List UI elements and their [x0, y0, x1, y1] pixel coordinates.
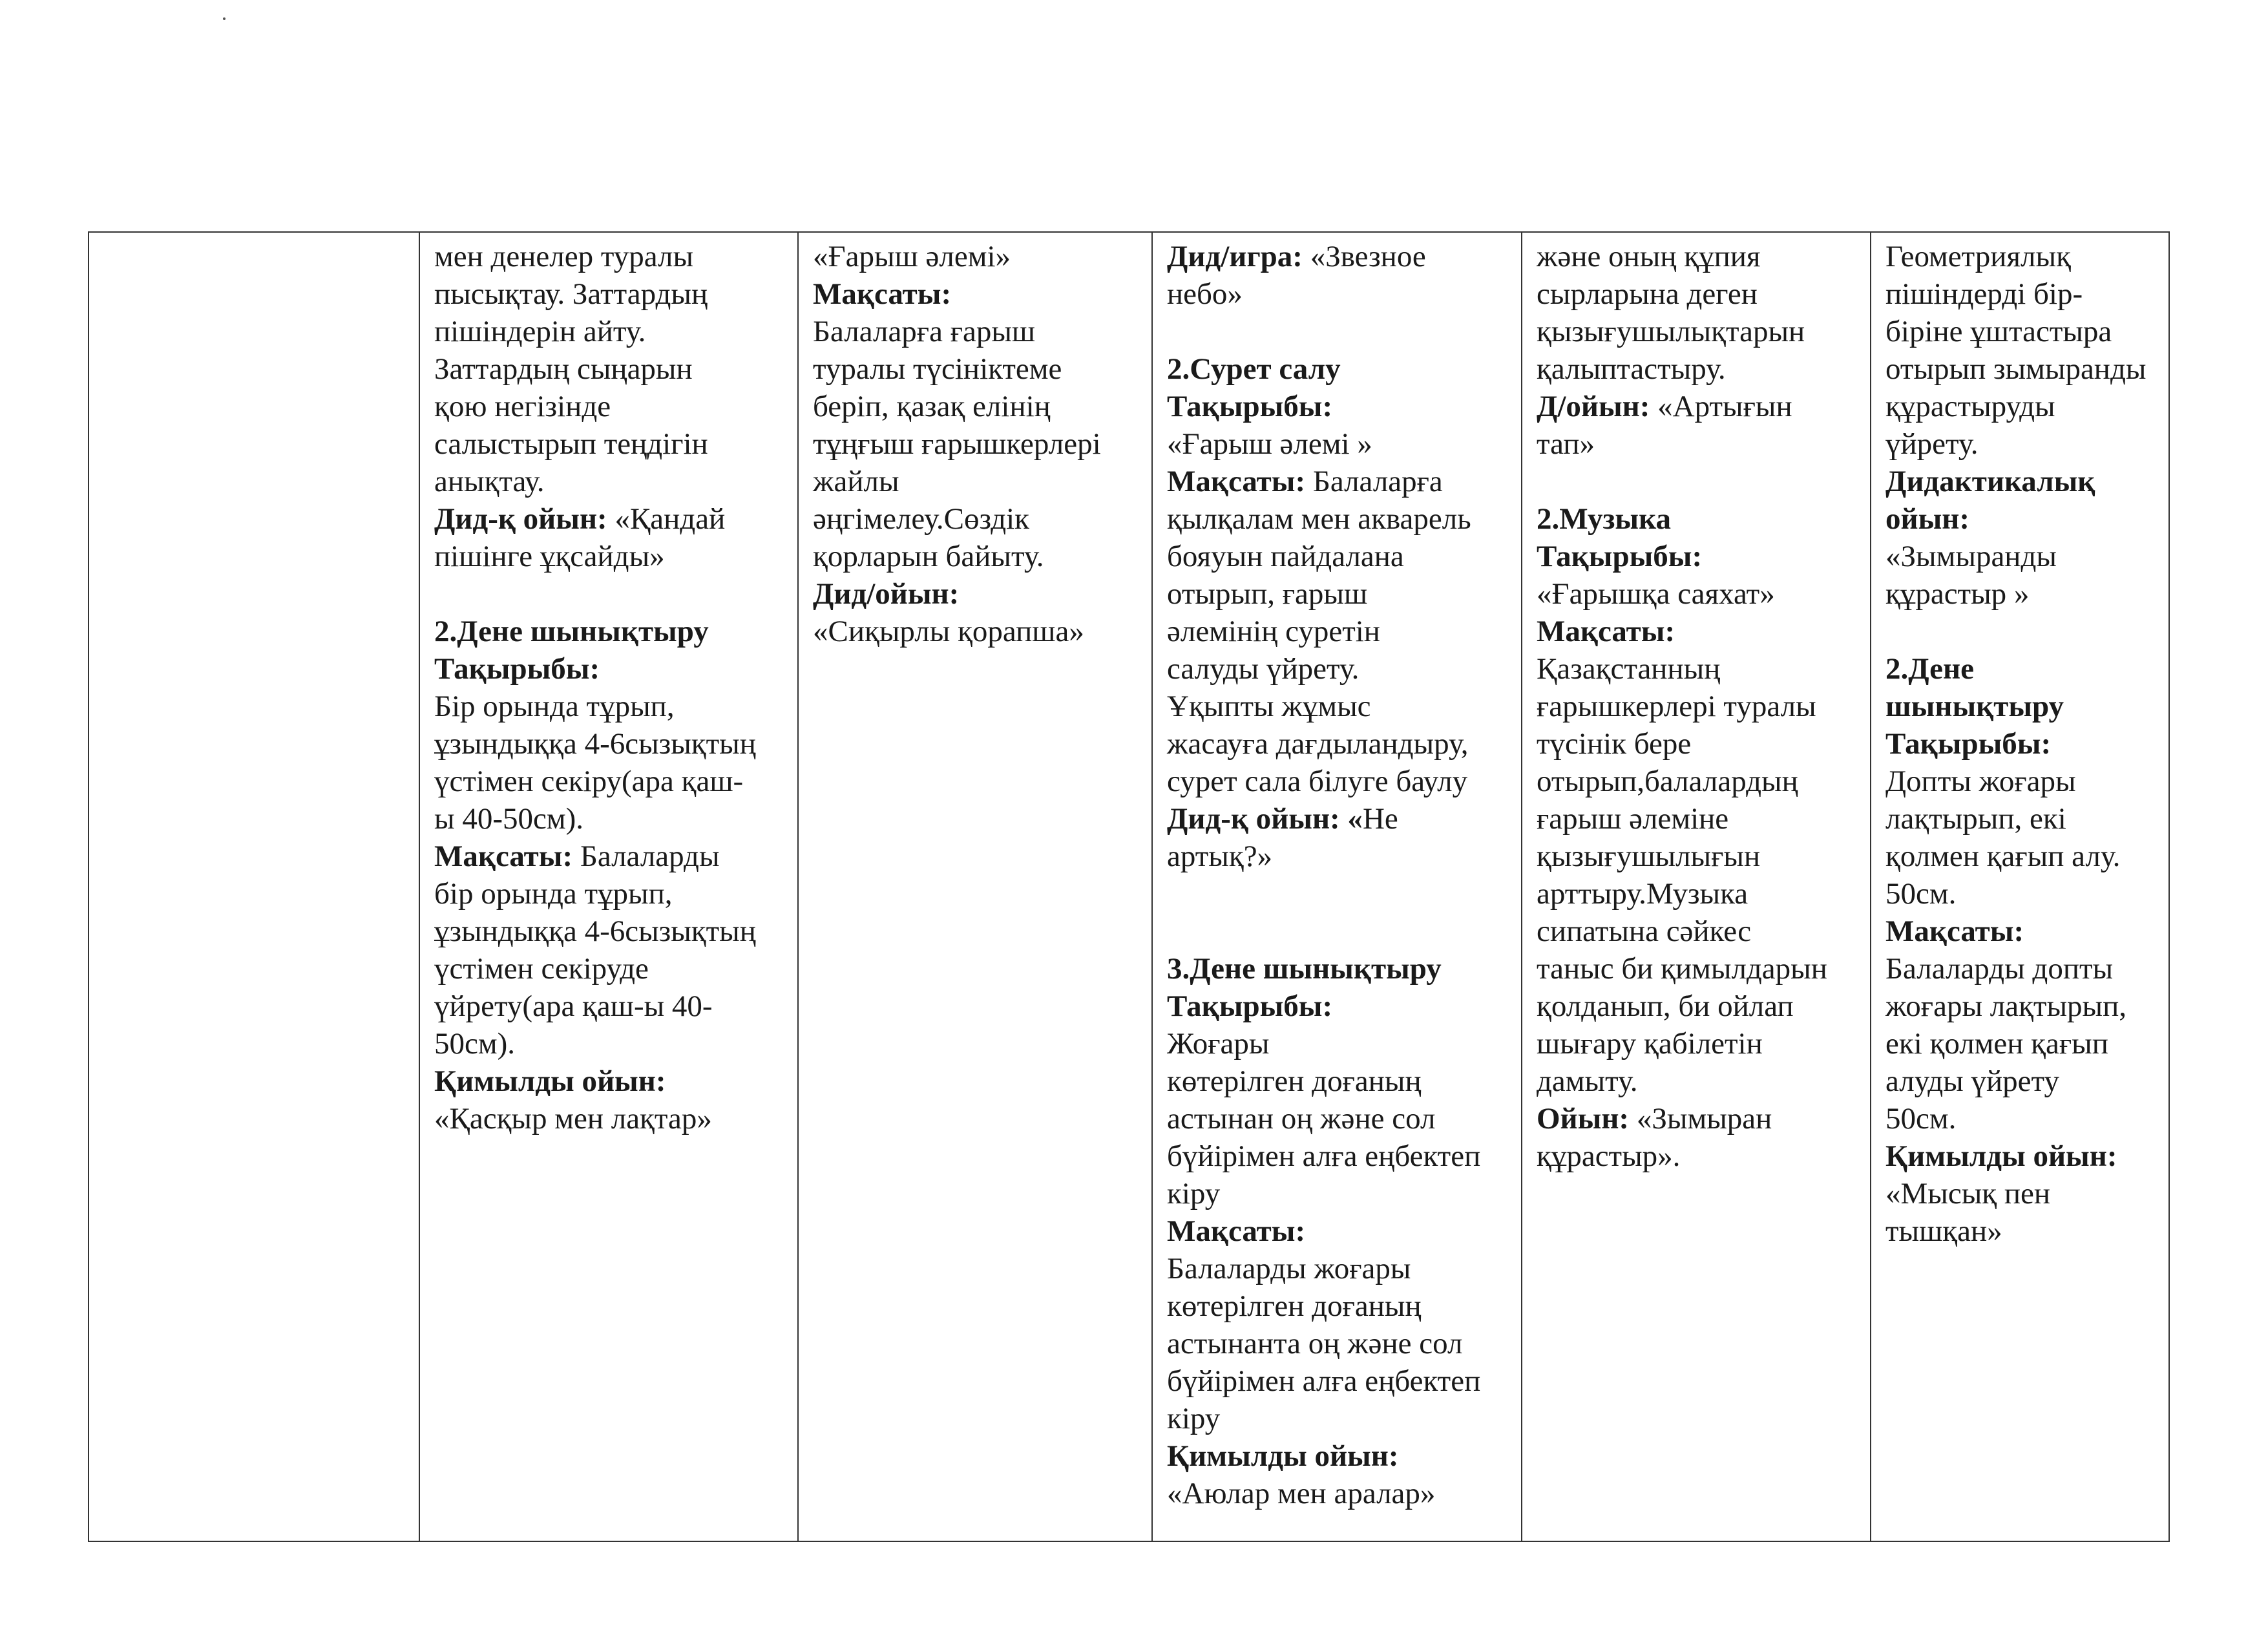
- bold-label: 2.Дене шынықтыру: [434, 615, 709, 648]
- bold-label: ойын:: [1885, 502, 1970, 536]
- text-line: [813, 388, 1142, 425]
- text-line: [1167, 1250, 1512, 1287]
- text-line: [1537, 538, 1861, 575]
- bold-label: 3.Дене шынықтыру: [1167, 952, 1442, 986]
- text-line: [1167, 725, 1512, 763]
- bold-label: шынықтыру: [1885, 690, 2064, 723]
- line-text: Қазақстанның: [1537, 652, 1721, 686]
- text-line: [434, 350, 788, 388]
- text-line: [1537, 838, 1861, 875]
- bold-label: 2.Дене: [1885, 652, 1974, 686]
- text-line: [1537, 1062, 1861, 1100]
- text-line: [1885, 350, 2159, 388]
- line-text: арттыру.Музыка: [1537, 877, 1748, 911]
- line-text: тұңғыш ғарышкерлері: [813, 427, 1101, 461]
- line-text: бояуын пайдалана: [1167, 540, 1404, 573]
- text-line: [1885, 913, 2159, 950]
- text-line: [1885, 538, 2159, 575]
- line-text: қызығушылығын: [1537, 840, 1761, 873]
- line-text: Балаларға: [1305, 465, 1443, 498]
- text-line: [1167, 1362, 1512, 1400]
- line-text: тап»: [1537, 427, 1595, 461]
- text-line: [1885, 425, 2159, 463]
- line-text: құрастыр »: [1885, 577, 2030, 611]
- line-text: сырларына деген: [1537, 277, 1758, 311]
- text-line: [434, 1025, 788, 1062]
- text-line: [813, 350, 1142, 388]
- text-line: [434, 763, 788, 800]
- text-line: [1167, 1475, 1512, 1512]
- line-text: әңгімелеу.Сөздік: [813, 502, 1030, 536]
- text-line: [1537, 763, 1861, 800]
- line-text: Балаларды жоғары: [1167, 1252, 1411, 1285]
- bold-label: Қимылды ойын:: [1885, 1139, 2117, 1173]
- text-line: [1537, 725, 1861, 763]
- text-line: [1167, 1325, 1512, 1362]
- line-text: небо»: [1167, 277, 1243, 311]
- column-cell-1: [89, 232, 419, 1541]
- text-line: [1537, 688, 1861, 725]
- bold-label: Мақсаты:: [434, 840, 573, 873]
- line-text: 50см.: [1885, 1102, 1957, 1136]
- blank-line: [1885, 613, 2159, 650]
- line-text: бүйірімен алға еңбектеп: [1167, 1139, 1481, 1173]
- line-text: әлемінің суретін: [1167, 615, 1380, 648]
- bold-label: Қимылды ойын:: [434, 1064, 666, 1098]
- line-text: ғарыш әлеміне: [1537, 802, 1729, 836]
- line-text: Балаларды: [572, 840, 720, 873]
- text-line: [434, 1062, 788, 1100]
- text-line: [1167, 425, 1512, 463]
- text-line: [434, 838, 788, 875]
- line-text: отырып,балалардың: [1537, 765, 1798, 798]
- line-text: «Аюлар мен аралар»: [1167, 1477, 1436, 1510]
- bold-label: Мақсаты:: [1167, 465, 1306, 498]
- line-text: көтерілген доғаның: [1167, 1289, 1422, 1323]
- bold-label: 2.Сурет салу: [1167, 352, 1341, 386]
- line-text: қолмен қағып алу.: [1885, 840, 2121, 873]
- text-line: [1167, 1100, 1512, 1137]
- line-text: Жоғары: [1167, 1027, 1270, 1061]
- text-line: [1537, 988, 1861, 1025]
- column-cell-4: [1152, 232, 1522, 1541]
- text-line: [1537, 500, 1861, 538]
- text-line: [1167, 800, 1512, 838]
- line-text: сипатына сәйкес: [1537, 914, 1752, 948]
- text-line: [1885, 1137, 2159, 1175]
- line-text: үстімен секіруде: [434, 952, 649, 986]
- line-text: «Артығын: [1650, 390, 1792, 423]
- text-line: [1537, 913, 1861, 950]
- text-line: [1537, 650, 1861, 688]
- text-line: [434, 988, 788, 1025]
- line-text: тышқан»: [1885, 1214, 2002, 1248]
- line-text: ы 40-50см).: [434, 802, 583, 836]
- line-text: Допты жоғары: [1885, 765, 2076, 798]
- line-text: астынан оң және сол: [1167, 1102, 1436, 1136]
- text-line: [813, 613, 1142, 650]
- line-text: пішіндерін айту.: [434, 315, 646, 348]
- bold-label: Д/ойын:: [1537, 390, 1650, 423]
- line-text: жоғары лақтырып,: [1885, 989, 2127, 1023]
- text-line: [1537, 238, 1861, 275]
- text-line: [1537, 575, 1861, 613]
- text-line: [813, 538, 1142, 575]
- line-text: қою негізінде: [434, 390, 611, 423]
- blank-line: [434, 575, 788, 613]
- text-line: [1885, 650, 2159, 688]
- text-line: [1537, 613, 1861, 650]
- text-line: [1537, 388, 1861, 425]
- text-line: [1885, 313, 2159, 350]
- text-line: [434, 913, 788, 950]
- text-line: [813, 463, 1142, 500]
- table-row: [89, 232, 2169, 1541]
- line-text: алуды үйрету: [1885, 1064, 2059, 1098]
- bold-label: Дид-қ ойын: «: [1167, 802, 1363, 836]
- text-line: [1885, 988, 2159, 1025]
- text-line: [1537, 1137, 1861, 1175]
- line-text: 50см.: [1885, 877, 1957, 911]
- blank-line: [1167, 875, 1512, 950]
- text-line: [1167, 538, 1512, 575]
- line-text: таныс би қимылдарын: [1537, 952, 1827, 986]
- text-line: [1167, 500, 1512, 538]
- bold-label: 2.Музыка: [1537, 502, 1671, 536]
- line-text: ғарышкерлері туралы: [1537, 690, 1816, 723]
- line-text: салыстырып теңдігін: [434, 427, 708, 461]
- text-line: [1885, 800, 2159, 838]
- line-text: «Қасқыр мен лақтар»: [434, 1102, 712, 1136]
- line-text: «Ғарыш әлемі»: [813, 240, 1011, 273]
- text-line: [813, 275, 1142, 313]
- bold-label: Тақырыбы:: [1167, 989, 1333, 1023]
- text-line: [813, 575, 1142, 613]
- line-text: қылқалам мен акварель: [1167, 502, 1471, 536]
- text-line: [434, 1100, 788, 1137]
- bold-label: Дид/ойын:: [813, 577, 960, 611]
- text-line: [1167, 1437, 1512, 1475]
- bold-label: Дидактикалық: [1885, 465, 2095, 498]
- text-line: [1537, 275, 1861, 313]
- text-line: [1537, 1100, 1861, 1137]
- text-line: [434, 688, 788, 725]
- text-line: [434, 313, 788, 350]
- text-line: [1537, 313, 1861, 350]
- line-text: «Звезное: [1302, 240, 1426, 273]
- bold-label: Тақырыбы:: [434, 652, 600, 686]
- column-cell-6: [1871, 232, 2169, 1541]
- bold-label: Мақсаты:: [1167, 1214, 1306, 1248]
- line-text: жасауға дағдыландыру,: [1167, 727, 1469, 761]
- text-line: [434, 425, 788, 463]
- bold-label: Мақсаты:: [1537, 615, 1675, 648]
- text-line: [434, 875, 788, 913]
- text-line: [1537, 1025, 1861, 1062]
- line-text: Не: [1362, 802, 1398, 836]
- text-line: [813, 500, 1142, 538]
- column-cell-3: [798, 232, 1152, 1541]
- line-text: отырып зымыранды: [1885, 352, 2147, 386]
- line-text: «Мысық пен: [1885, 1177, 2051, 1210]
- text-line: [434, 388, 788, 425]
- line-text: ұзындыққа 4-6сызықтың: [434, 914, 756, 948]
- line-text: мен денелер туралы: [434, 240, 694, 273]
- line-text: Заттардың сыңарын: [434, 352, 693, 386]
- column-cell-5: [1522, 232, 1871, 1541]
- text-line: [1885, 763, 2159, 800]
- text-line: [1167, 988, 1512, 1025]
- blank-line: [1537, 463, 1861, 500]
- text-line: [1167, 838, 1512, 875]
- line-text: астынанта оң және сол: [1167, 1327, 1463, 1360]
- text-line: [1167, 1175, 1512, 1212]
- line-text: шығару қабілетін: [1537, 1027, 1763, 1061]
- text-line: [1167, 1137, 1512, 1175]
- text-line: [434, 238, 788, 275]
- bold-label: Тақырыбы:: [1537, 540, 1703, 573]
- text-line: [1167, 1400, 1512, 1437]
- text-line: [1167, 1212, 1512, 1250]
- line-text: 50см).: [434, 1027, 516, 1061]
- text-line: [1885, 838, 2159, 875]
- text-line: [1167, 238, 1512, 275]
- line-text: Балаларға ғарыш: [813, 315, 1036, 348]
- bold-label: Мақсаты:: [813, 277, 952, 311]
- line-text: үйрету(ара қаш-ы 40-: [434, 989, 713, 1023]
- line-text: дамыту.: [1537, 1064, 1638, 1098]
- text-line: [1537, 800, 1861, 838]
- text-line: [1537, 875, 1861, 913]
- text-line: [1885, 1062, 2159, 1100]
- line-text: пішінге ұқсайды»: [434, 540, 665, 573]
- line-text: лақтырып, екі: [1885, 802, 2066, 836]
- line-text: екі қолмен қағып: [1885, 1027, 2108, 1061]
- line-text: салуды үйрету.: [1167, 652, 1360, 686]
- text-line: [1885, 875, 2159, 913]
- text-line: [1167, 1287, 1512, 1325]
- text-line: [813, 425, 1142, 463]
- line-text: «Ғарыш әлемі »: [1167, 427, 1372, 461]
- line-text: Геометриялық: [1885, 240, 2071, 273]
- line-text: үстімен секіру(ара қаш-: [434, 765, 744, 798]
- line-text: бүйірімен алға еңбектеп: [1167, 1364, 1481, 1398]
- bold-label: Дид/игра:: [1167, 240, 1303, 273]
- text-line: [1885, 388, 2159, 425]
- text-line: [434, 613, 788, 650]
- text-line: [1167, 575, 1512, 613]
- text-line: [1167, 613, 1512, 650]
- text-line: [1537, 950, 1861, 988]
- text-line: [813, 313, 1142, 350]
- text-line: [1885, 688, 2159, 725]
- line-text: үйрету.: [1885, 427, 1979, 461]
- text-line: [1167, 388, 1512, 425]
- text-line: [1537, 350, 1861, 388]
- line-text: түсінік бере: [1537, 727, 1692, 761]
- line-text: артық?»: [1167, 840, 1273, 873]
- line-text: жайлы: [813, 465, 899, 498]
- line-text: көтерілген доғаның: [1167, 1064, 1422, 1098]
- line-text: «Ғарышқа саяхат»: [1537, 577, 1775, 611]
- bold-label: Тақырыбы:: [1167, 390, 1333, 423]
- line-text: қызығушылықтарын: [1537, 315, 1805, 348]
- text-line: [434, 463, 788, 500]
- line-text: беріп, қазақ елінің: [813, 390, 1051, 423]
- line-text: біріне ұштастыра: [1885, 315, 2112, 348]
- bold-label: Қимылды ойын:: [1167, 1439, 1399, 1473]
- text-line: [1885, 725, 2159, 763]
- text-line: [1167, 350, 1512, 388]
- line-text: қорларын байыту.: [813, 540, 1044, 573]
- line-text: «Зымыранды: [1885, 540, 2057, 573]
- line-text: отырып, ғарыш: [1167, 577, 1368, 611]
- text-line: [434, 500, 788, 538]
- text-line: [434, 275, 788, 313]
- lesson-plan-table: [88, 231, 2170, 1542]
- text-line: [813, 238, 1142, 275]
- text-line: [434, 800, 788, 838]
- line-text: «Қандай: [607, 502, 726, 536]
- text-line: [1885, 500, 2159, 538]
- text-line: [1885, 1175, 2159, 1212]
- line-text: құрастыруды: [1885, 390, 2055, 423]
- text-line: [1885, 275, 2159, 313]
- line-text: қолданып, би ойлап: [1537, 989, 1794, 1023]
- line-text: құрастыр».: [1537, 1139, 1681, 1173]
- text-line: [1167, 763, 1512, 800]
- scan-speck: [223, 17, 226, 20]
- line-text: пішіндерді бір-: [1885, 277, 2083, 311]
- line-text: «Сиқырлы қорапша»: [813, 615, 1084, 648]
- column-cell-2: [419, 232, 798, 1541]
- line-text: сурет сала білуге баулу: [1167, 765, 1468, 798]
- line-text: және оның құпия: [1537, 240, 1761, 273]
- line-text: ұзындыққа 4-6сызықтың: [434, 727, 756, 761]
- text-line: [1167, 1025, 1512, 1062]
- line-text: «Зымыран: [1629, 1102, 1772, 1136]
- text-line: [1167, 950, 1512, 988]
- line-text: Балаларды допты: [1885, 952, 2114, 986]
- text-line: [1167, 463, 1512, 500]
- text-line: [1885, 238, 2159, 275]
- text-line: [434, 725, 788, 763]
- line-text: туралы түсініктеме: [813, 352, 1062, 386]
- text-line: [1537, 425, 1861, 463]
- text-line: [434, 950, 788, 988]
- text-line: [1167, 1062, 1512, 1100]
- text-line: [1885, 1025, 2159, 1062]
- bold-label: Дид-қ ойын:: [434, 502, 607, 536]
- line-text: анықтау.: [434, 465, 545, 498]
- bold-label: Мақсаты:: [1885, 914, 2024, 948]
- line-text: пысықтау. Заттардың: [434, 277, 708, 311]
- text-line: [1885, 1212, 2159, 1250]
- text-line: [1167, 650, 1512, 688]
- text-line: [1167, 688, 1512, 725]
- line-text: кіру: [1167, 1402, 1221, 1435]
- line-text: Бір орында тұрып,: [434, 690, 675, 723]
- text-line: [1885, 575, 2159, 613]
- text-line: [1885, 950, 2159, 988]
- text-line: [434, 538, 788, 575]
- line-text: кіру: [1167, 1177, 1221, 1210]
- blank-line: [1167, 313, 1512, 350]
- text-line: [1885, 463, 2159, 500]
- text-line: [434, 650, 788, 688]
- text-line: [1167, 275, 1512, 313]
- text-line: [1885, 1100, 2159, 1137]
- line-text: Ұқыпты жұмыс: [1167, 690, 1371, 723]
- bold-label: Тақырыбы:: [1885, 727, 2052, 761]
- line-text: бір орында тұрып,: [434, 877, 673, 911]
- line-text: қалыптастыру.: [1537, 352, 1726, 386]
- bold-label: Ойын:: [1537, 1102, 1630, 1136]
